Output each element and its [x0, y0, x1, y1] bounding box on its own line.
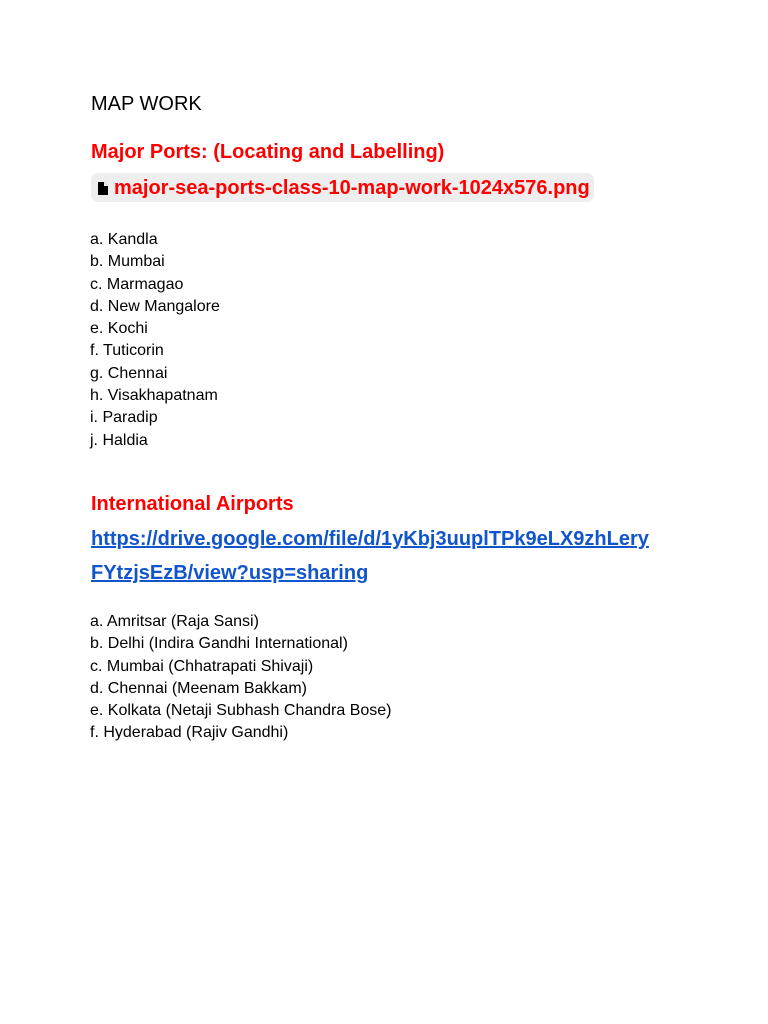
list-item: e. Kochi — [90, 320, 148, 338]
list-item: c. Mumbai (Chhatrapati Shivaji) — [90, 657, 314, 675]
ports-list — [90, 229, 220, 452]
list-item: e. Kolkata (Netaji Subhash Chandra Bose) — [90, 702, 392, 720]
airports-heading: International Airports — [91, 493, 294, 515]
attachment-chip[interactable] — [91, 173, 594, 202]
file-icon — [95, 178, 111, 198]
list-item: g. Chennai — [90, 364, 168, 382]
attachment-filename[interactable]: major-sea-ports-class-10-map-work-1024x576.png — [114, 176, 590, 199]
drive-link-line-1[interactable]: https://drive.google.com/file/d/1yKbj3uuplTPk9eLX9zhLery — [91, 528, 649, 550]
list-item: b. Mumbai — [90, 253, 165, 271]
ports-heading: Major Ports: (Locating and Labelling) — [91, 141, 445, 163]
list-item: c. Marmagao — [90, 275, 184, 293]
list-item: h. Visakhapatnam — [90, 387, 218, 405]
list-item: b. Delhi (Indira Gandhi International) — [90, 635, 348, 653]
list-item: d. New Mangalore — [90, 297, 220, 315]
airports-list — [90, 611, 392, 745]
list-item: f. Hyderabad (Rajiv Gandhi) — [90, 724, 289, 742]
drive-link-line-2[interactable]: FYtzjsEzB/view?usp=sharing — [91, 562, 369, 584]
list-item: d. Chennai (Meenam Bakkam) — [90, 679, 307, 697]
list-item: f. Tuticorin — [90, 342, 164, 360]
list-item: a. Amritsar (Raja Sansi) — [90, 613, 259, 630]
page-title: MAP WORK — [91, 93, 202, 115]
list-item: a. Kandla — [90, 231, 158, 248]
list-item: i. Paradip — [90, 409, 158, 427]
list-item: j. Haldia — [90, 431, 148, 449]
